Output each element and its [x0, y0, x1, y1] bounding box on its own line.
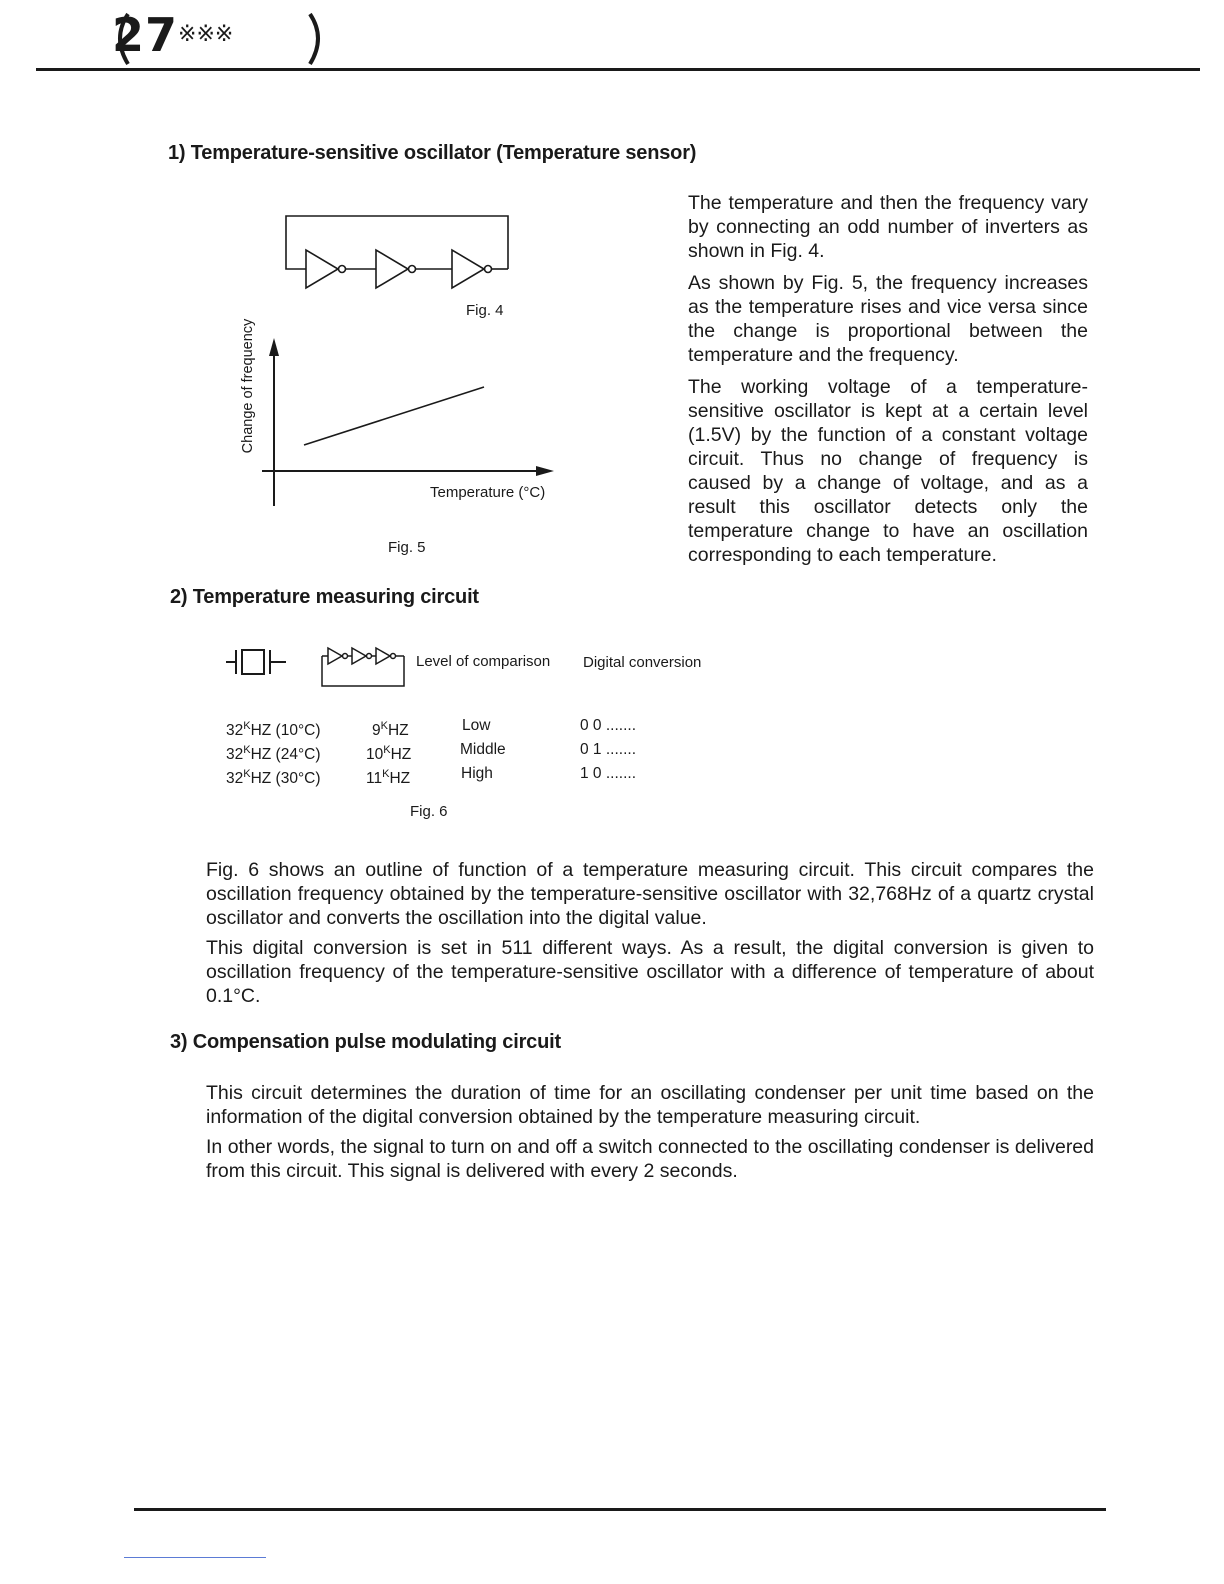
fig6-ring-oscillator [322, 648, 404, 686]
section-3-paragraph: In other words, the signal to turn on and off a switch connected to the oscillating condenser is delivered from this circuit. This signal is delivered with every 2 seconds. [206, 1136, 1094, 1182]
section-2-text [206, 858, 1094, 1014]
section-3-paragraph: This circuit determines the duration of time for an oscillating condenser per unit time based on the information of the digital conversion obtained by the temperature measuring circuit. [206, 1082, 1094, 1128]
fig5-x-arrow [536, 466, 554, 476]
fig5-trend-line [304, 387, 484, 445]
fig6-level-cell: Low [462, 717, 491, 734]
page-number-suffix: ※※※ [178, 22, 234, 47]
fig6-row [226, 714, 666, 738]
fig6-row [226, 762, 666, 786]
fig5-graph [262, 338, 554, 506]
fig6-quartz-crystal-symbol [226, 650, 286, 674]
page-badge-left-bracket [120, 14, 128, 64]
fig6-ref-cell: $32^KHZ$ (30°C) [226, 768, 321, 787]
fig6-table [226, 714, 666, 786]
fig4-inverter-2 [376, 250, 408, 288]
fig6-digital-cell: 1 0 ....... [580, 765, 636, 782]
page-badge-right-bracket [310, 14, 318, 64]
fig6-caption: Fig. 6 [410, 803, 448, 820]
fig6-digital-cell: 0 1 ....... [580, 741, 636, 758]
fig6-header-digital: Digital conversion [583, 654, 702, 671]
fig4-ring-oscillator [286, 216, 508, 288]
section-2-paragraph: Fig. 6 shows an outline of function of a temperature measuring circuit. This circuit compares the oscillation frequency obtained by the temperature-sensitive oscillator with 32,768Hz of a quartz crystal oscillator and converts the oscillation into the digital value. [206, 859, 1094, 929]
fig4-caption: Fig. 4 [466, 302, 504, 319]
fig6-row [226, 738, 666, 762]
fig6-freq-cell: $10^KHZ$ [366, 744, 412, 763]
fig6-level-cell: Middle [460, 741, 506, 758]
fig6-digital-cell: 0 0 ....... [580, 717, 636, 734]
fig4-inverter-1 [306, 250, 338, 288]
section-1-paragraph: As shown by Fig. 5, the frequency increases as the temperature rises and vice versa since the change is proportional between the temperature and the frequency. [688, 272, 1088, 366]
section-2-heading: 2) Temperature measuring circuit [170, 586, 479, 608]
fig5-caption: Fig. 5 [388, 539, 426, 556]
section-3-text [206, 1081, 1094, 1189]
fig6-level-cell: High [461, 765, 493, 782]
fig5-y-arrow [269, 338, 279, 356]
fig6-freq-cell: $11^KHZ$ [366, 768, 411, 787]
section-1-heading: 1) Temperature-sensitive oscillator (Temperature sensor) [168, 142, 697, 164]
fig4-feedback-loop [286, 216, 508, 269]
footer-rule [134, 1508, 1106, 1511]
fig5-y-axis-label: Change of frequency [240, 318, 256, 454]
page-number-value: 27 [112, 8, 179, 62]
fig4-inverter-3 [452, 250, 484, 288]
footnote-rule [124, 1557, 266, 1558]
section-1-paragraph: The temperature and then the frequency vary by connecting an odd number of inverters as shown in Fig. 4. [688, 192, 1088, 262]
section-1-paragraph: The working voltage of a temperature-sensitive oscillator is kept at a certain level (1.5V) by the function of a constant voltage circuit. Thus no change of frequency is caused by a change of voltage, and as a result this oscillator detects only the temperature change to have an oscillation corresponding to each temperature. [688, 376, 1088, 566]
section-3-heading: 3) Compensation pulse modulating circuit [170, 1031, 561, 1053]
fig6-ref-cell: $32^KHZ$ (24°C) [226, 744, 321, 763]
section-2-paragraph: This digital conversion is set in 511 different ways. As a result, the digital conversion is given to oscillation frequency of the temperature-sensitive oscillator with a difference of temperature of about 0.1°C. [206, 937, 1094, 1007]
fig6-ref-cell: $32^KHZ$ (10°C) [226, 720, 321, 739]
fig5-x-axis-label: Temperature (°C) [430, 484, 546, 501]
fig6-header-level: Level of comparison [416, 653, 551, 670]
section-1-text [688, 191, 1088, 575]
fig6-freq-cell: $9^KHZ$ [372, 720, 409, 739]
